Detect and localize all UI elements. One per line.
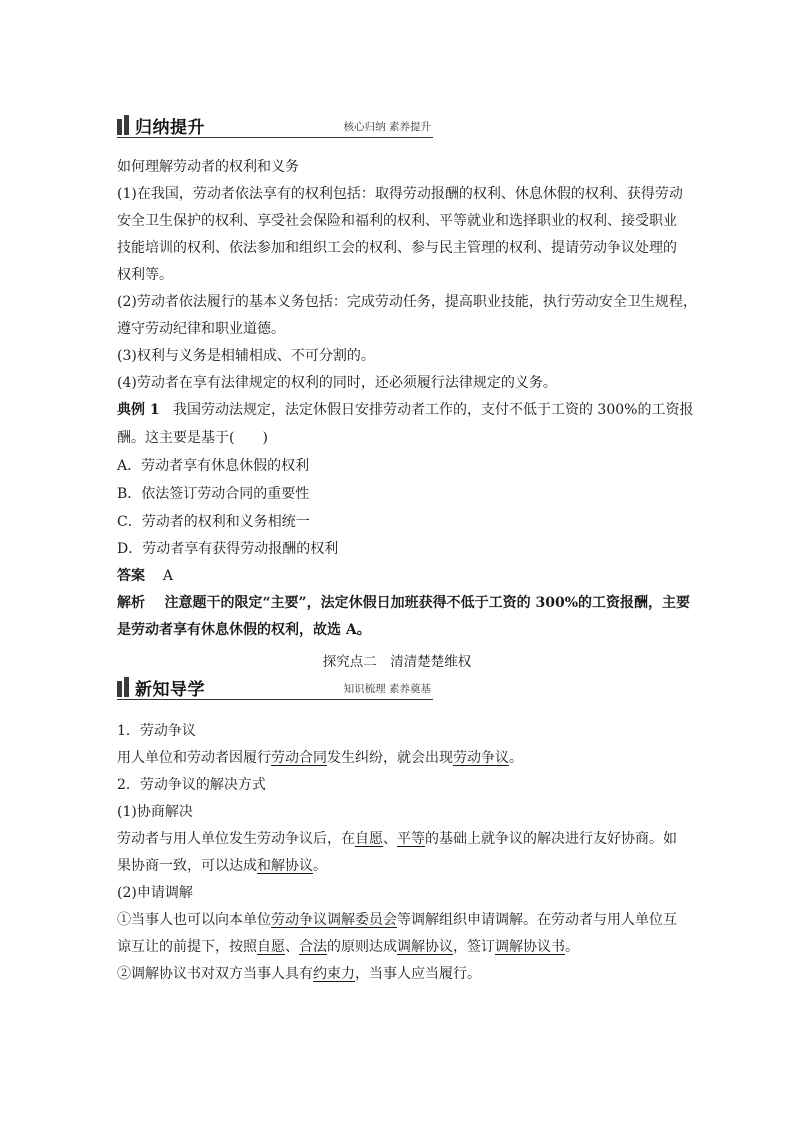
fill-blank: 自愿: [355, 831, 383, 847]
header-bar-decoration: [124, 115, 129, 135]
item-text: [117, 748, 523, 768]
explore-point-title: 探究点二 清清楚楚维权: [322, 654, 472, 670]
text-span: 。: [509, 750, 523, 766]
section-subtitle: 知识梳理 素养奠基: [343, 683, 431, 695]
text-span: ，签订: [453, 939, 495, 955]
text-span: ，当事人应当履行。: [355, 966, 481, 982]
paragraph-line: (1)在我国，劳动者依法享有的权利包括：取得劳动报酬的权利、休息休假的权利、获得劳动: [117, 186, 683, 202]
paragraph-line: 技能培训的权利、依法参加和组织工会的权利、参与民主管理的权利、提请劳动争议处理的: [117, 240, 677, 256]
fill-blank: 平等: [397, 831, 425, 847]
section-title: 新知导学: [135, 680, 205, 700]
sub-title: (1)协商解决: [117, 804, 193, 820]
option-b: B．依法签订劳动合同的重要性: [117, 486, 310, 502]
paragraph-line: (2)劳动者依法履行的基本义务包括：完成劳动任务，提高职业技能，执行劳动安全卫生规程，: [117, 294, 697, 310]
text-span: 用人单位和劳动者因履行: [117, 750, 271, 766]
text-span: 果协商一致，可以达成: [117, 858, 257, 874]
paragraph-line: 遵守劳动纪律和职业道德。: [117, 321, 285, 337]
fill-blank: 自愿: [257, 939, 285, 955]
example-label: 典例 1: [117, 402, 160, 418]
answer-line: [117, 566, 173, 586]
text-span: ①当事人也可以向本单位: [117, 912, 271, 928]
fill-blank: 和解协议: [257, 858, 313, 874]
text-span: 等调解组织申请调解。在劳动者与用人单位互: [397, 912, 677, 928]
item-title: 1．劳动争议: [117, 723, 196, 739]
fill-blank: 劳动争议调解委员会: [271, 912, 397, 928]
example-stem-text: 我国劳动法规定，法定休假日安排劳动者工作的，支付不低于工资的 300%的工资报: [172, 402, 694, 418]
header-bar-decoration: [124, 677, 129, 697]
header-bar-decoration: [117, 119, 122, 135]
section-title: 归纳提升: [135, 118, 205, 138]
example-stem: [117, 400, 693, 420]
text-span: 、: [383, 831, 397, 847]
fill-blank: 劳动合同: [271, 750, 327, 766]
fill-blank: 劳动争议: [453, 750, 509, 766]
analysis-label: 解析: [117, 595, 145, 611]
header-bar-decoration: [117, 681, 122, 697]
text-span: 劳动者与用人单位发生劳动争议后，在: [117, 831, 355, 847]
section-subtitle: 核心归纳 素养提升: [343, 121, 431, 133]
text-span: 谅互让的前提下，按照: [117, 939, 257, 955]
text-span: 。: [565, 939, 579, 955]
text-span: 、: [285, 939, 299, 955]
paragraph-line: (4)劳动者在享有法律规定的权利的同时，还必须履行法律规定的义务。: [117, 375, 557, 391]
text-span: ②调解协议书对双方当事人具有: [117, 966, 313, 982]
section-header-xinzhi: [117, 675, 433, 700]
text-span: 。: [313, 858, 327, 874]
sub-text: [117, 937, 579, 957]
paragraph-line: (3)权利与义务是相辅相成、不可分割的。: [117, 348, 375, 364]
analysis-line2: 是劳动者享有休息休假的权利，故选 A。: [117, 622, 371, 638]
text-span: 的原则达成: [327, 939, 397, 955]
sub-text: [117, 829, 677, 849]
sub-text: [117, 910, 677, 930]
item-title: 2．劳动争议的解决方式: [117, 777, 266, 793]
fill-blank: 合法: [299, 939, 327, 955]
fill-blank: 调解协议: [397, 939, 453, 955]
analysis-line: [117, 593, 690, 613]
paragraph-line: 安全卫生保护的权利、享受社会保险和福利的权利、平等就业和选择职业的权利、接受职业: [117, 213, 677, 229]
answer-label: 答案: [117, 568, 145, 584]
option-c: C．劳动者的权利和义务相统一: [117, 514, 310, 530]
text-span: 的基础上就争议的解决进行友好协商。如: [425, 831, 677, 847]
fill-blank: 调解协议书: [495, 939, 565, 955]
answer-value: A: [162, 568, 173, 584]
sub-text: [117, 964, 481, 984]
section-header-guina: [117, 113, 433, 138]
sub-text: [117, 856, 327, 876]
text-span: 发生纠纷，就会出现: [327, 750, 453, 766]
option-a: A．劳动者享有休息休假的权利: [117, 458, 310, 474]
section-heading: 如何理解劳动者的权利和义务: [117, 159, 299, 175]
fill-blank: 约束力: [313, 966, 355, 982]
example-stem-line2: 酬。这主要是基于( ): [117, 430, 268, 446]
option-d: D．劳动者享有获得劳动报酬的权利: [117, 541, 339, 557]
analysis-text: 注意题干的限定“主要”，法定休假日加班获得不低于工资的 300%的工资报酬，主要: [164, 595, 691, 611]
paragraph-line: 权利等。: [117, 267, 173, 283]
sub-title: (2)申请调解: [117, 885, 193, 901]
